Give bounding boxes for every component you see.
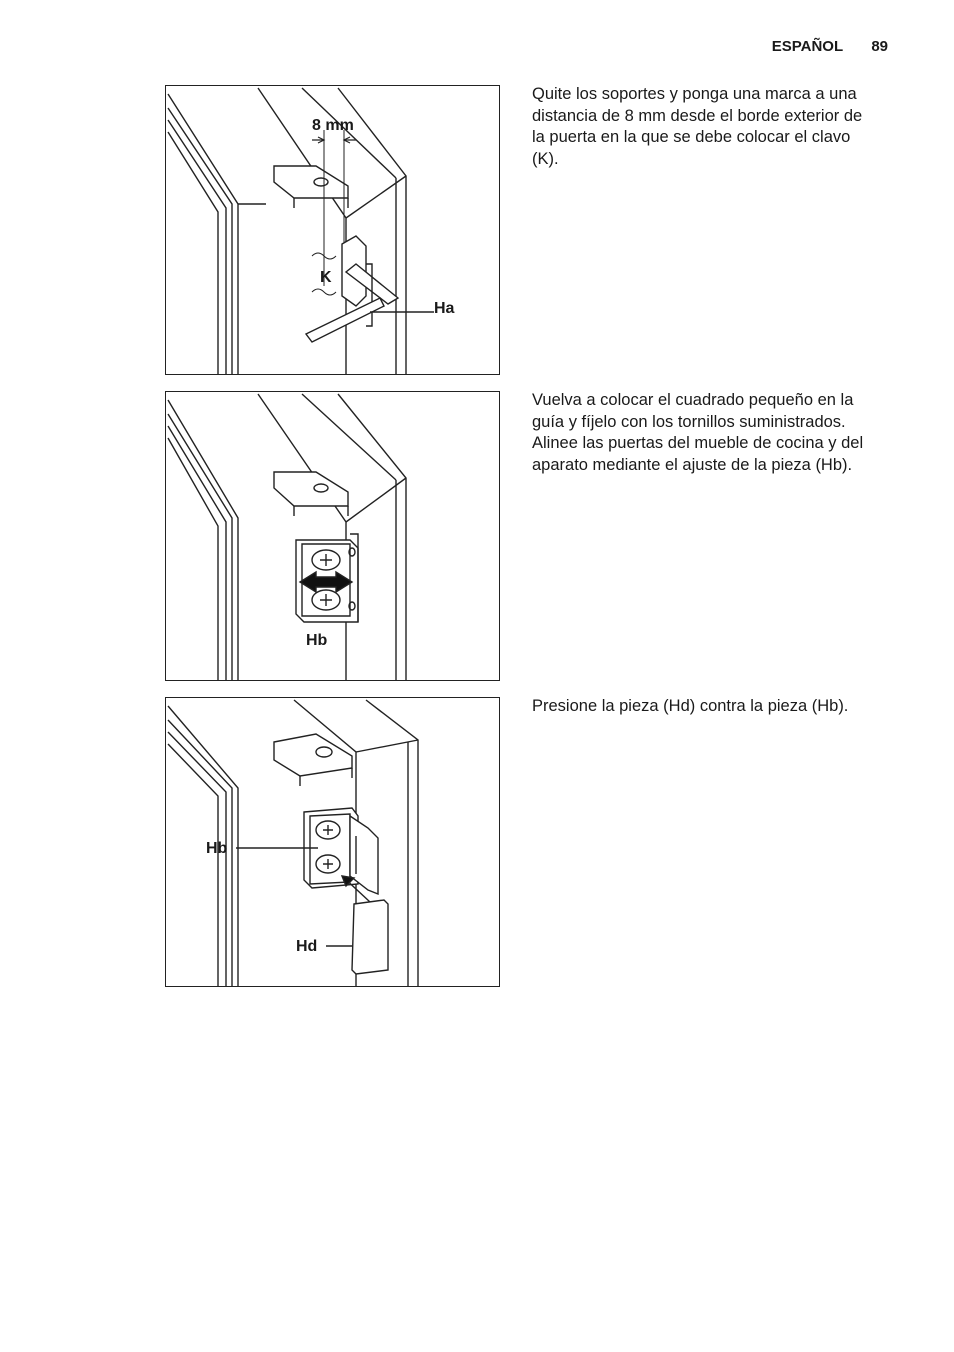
label-part-ha: Ha <box>434 300 455 317</box>
instruction-step-3 <box>532 696 877 718</box>
header-language: ESPAÑOL <box>771 38 844 55</box>
figure-step-2 <box>165 391 500 681</box>
label-nail-k: K <box>320 269 332 286</box>
label-part-hb: Hb <box>206 840 228 857</box>
instruction-paragraph: Vuelva a colocar el cuadrado pequeño en la guía y fíjelo con los tornillos suministrados. <box>532 391 854 431</box>
label-measure: 8 mm <box>312 117 354 134</box>
instruction-paragraph: Alinee las puertas del mueble de cocina y del aparato mediante el ajuste de la pieza (Hb). <box>532 434 864 474</box>
illustration-press-part <box>166 698 500 987</box>
illustration-adjust-hinge <box>166 392 500 681</box>
label-part-hb: Hb <box>306 632 328 649</box>
instruction-step-2 <box>532 390 877 476</box>
page-number: 89 <box>871 38 888 55</box>
instruction-paragraph: Presione la pieza (Hd) contra la pieza (Hb). <box>532 697 849 715</box>
illustration-mark-nail <box>166 86 500 375</box>
figure-step-1 <box>165 85 500 375</box>
instruction-step-1 <box>532 84 877 170</box>
figure-step-3 <box>165 697 500 987</box>
label-part-hd: Hd <box>296 938 318 955</box>
page-header <box>772 38 888 55</box>
instruction-paragraph: Quite los soportes y ponga una marca a una distancia de 8 mm desde el borde exterior de la puerta en la que se debe colocar el clavo (K). <box>532 85 863 168</box>
